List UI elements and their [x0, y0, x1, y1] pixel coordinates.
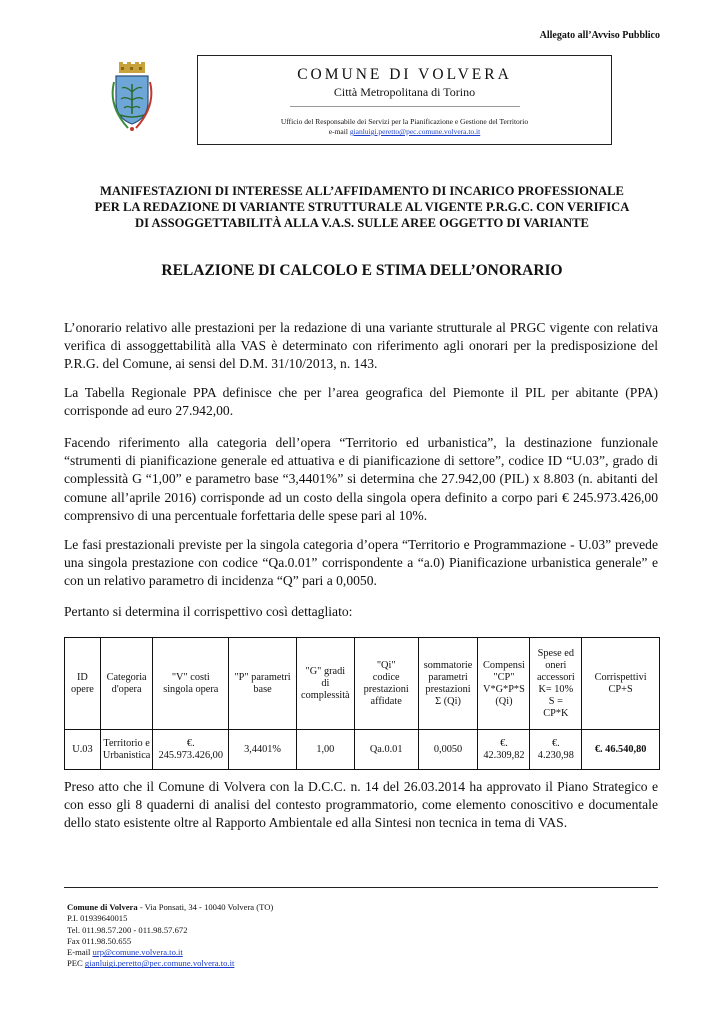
cell-complexity: 1,00: [296, 730, 354, 770]
header-email-label: e-mail: [328, 127, 350, 136]
municipal-crest-icon: [108, 62, 156, 134]
table-header-row: [65, 638, 660, 730]
annex-label: Allegato all’Avviso Pubblico: [539, 30, 660, 41]
cell-sum: 0,0050: [418, 730, 478, 770]
header-cell-complexity: "G" gradi di complessità: [296, 638, 354, 730]
header-email-link[interactable]: gianluigi.peretto@pec.comune.volvera.to.it: [349, 127, 481, 136]
footer-org-name: Comune di Volvera: [67, 902, 138, 912]
cell-expenses: €. 4.230,98: [530, 730, 582, 770]
cell-category: Territorio e Urbanistica: [100, 730, 152, 770]
office-name: Ufficio del Responsabile dei Servizi per la Pianificazione e Gestione del Territorio: [280, 117, 529, 126]
cell-fee: €. 42.309,82: [478, 730, 530, 770]
footer-email-line: [67, 947, 273, 958]
cell-total: €. 46.540,80: [582, 730, 660, 770]
cell-id: U.03: [65, 730, 101, 770]
paragraph-category: Facendo riferimento alla categoria dell’opera “Territorio ed urbanistica”, la destinazione funzionale “strumenti di pianificazione generale ed attuativa e di pianificazione di settore”, codice ID “U.03”, grado di complessità G “1,00” e parametro base “3,4401%” si determina che 27.942,00 (PIL) x 8.803 (n. abitanti del comune all’aprile 2016) corrisponde ad un costo della singola opera definito a corpo pari € 245.973.426,00 comprensivo di una percentuale forfettaria delle spese pari al 10%.: [64, 435, 658, 523]
cell-base-param: 3,4401%: [229, 730, 297, 770]
footer-contacts: [67, 902, 273, 970]
header-cell-cost: "V" costi singola opera: [153, 638, 229, 730]
header-email-line: [198, 127, 611, 136]
table-row: [65, 730, 660, 770]
subject-line: MANIFESTAZIONI DI INTERESSE ALL’AFFIDAMENTO DI INCARICO PROFESSIONALE: [100, 184, 624, 198]
cell-cost: €. 245.973.426,00: [153, 730, 229, 770]
document-title: RELAZIONE DI CALCOLO E STIMA DELL’ONORARIO: [161, 262, 563, 279]
subject-line: PER LA REDAZIONE DI VARIANTE STRUTTURALE AL VIGENTE P.R.G.C. CON VERIFICA: [94, 200, 630, 214]
footer-pec-label: PEC: [67, 958, 85, 969]
header-cell-expenses: Spese ed oneri accessori K= 10% S = CP*K: [530, 638, 582, 730]
footer-phone: Tel. 011.98.57.200 - 011.98.57.672: [67, 924, 188, 935]
footer-address: - Via Ponsati, 34 - 10040 Volvera (TO): [137, 902, 274, 912]
cell-service-code: Qa.0.01: [354, 730, 418, 770]
fee-calculation-table: [64, 637, 660, 770]
municipality-name: COMUNE DI VOLVERA: [297, 66, 512, 83]
subject-line: DI ASSOGGETTABILITÀ ALLA V.A.S. SULLE AREE OGGETTO DI VARIANTE: [135, 216, 589, 230]
paragraph-intro-table: Pertanto si determina il corrispettivo così dettagliato:: [64, 604, 353, 619]
paragraph-fee-basis: L’onorario relativo alle prestazioni per la redazione di una variante strutturale al PRGC vigente con relativa verifica di assoggettabilità alla VAS è determinato con riferimento agli onorari per la predisposizione del P.R.G. del Comune, ai sensi del D.M. 31/10/2013, n. 143.: [64, 320, 658, 372]
header-cell-id: ID opere: [65, 638, 101, 730]
footer-vat: P.I. 01939640015: [67, 913, 128, 924]
paragraph-phases: Le fasi prestazionali previste per la singola categoria d’opera “Territorio e Programmazione - U.03” prevede una singola prestazione con codice “Qa.0.01” corrispondente a “a.0) Pianificazione urbanistica generale” e con un relativo parametro di incidenza “Q” pari a 0,0050.: [64, 537, 658, 589]
footer-fax: Fax 011.98.50.655: [67, 935, 132, 946]
header-divider: [290, 106, 520, 107]
paragraph-ppa: La Tabella Regionale PPA definisce che per l’area geografica del Piemonte il PIL per abitante (PPA) corrisponde ad euro 27.942,00.: [64, 385, 658, 419]
document-subject: [64, 183, 660, 231]
header-cell-base-param: "P" parametri base: [229, 638, 297, 730]
header-cell-service-code: "Qi" codice prestazioni affidate: [354, 638, 418, 730]
header-cell-total: Corrispettivi CP+S: [582, 638, 660, 730]
header-cell-fee: Compensi "CP" V*G*P*S (Qi): [478, 638, 530, 730]
footer-address-line: [67, 902, 273, 913]
paragraph-strategic-plan: Preso atto che il Comune di Volvera con la D.C.C. n. 14 del 26.03.2014 ha approvato il Piano Strategico e con esso gli 8 quaderni di analisi del contesto programmatorio, come elemento conoscitivo e documentale dello stato esistente oltre al Rapporto Ambientale ed alla Sintesi non tecnica in tema di VAS.: [64, 779, 658, 831]
metropolitan-city: Città Metropolitana di Torino: [333, 85, 476, 99]
footer-email-label: E-mail: [67, 947, 93, 958]
footer-pec-line: [67, 958, 273, 969]
footer-pec-link[interactable]: gianluigi.peretto@pec.comune.volvera.to.it: [84, 958, 235, 969]
footer-divider: [64, 887, 658, 888]
letterhead-box: [197, 55, 612, 145]
header-cell-category: Categoria d'opera: [100, 638, 152, 730]
footer-email-link[interactable]: urp@comune.volvera.to.it: [92, 947, 183, 958]
header-cell-sum: sommatorie parametri prestazioni Σ (Qi): [418, 638, 478, 730]
